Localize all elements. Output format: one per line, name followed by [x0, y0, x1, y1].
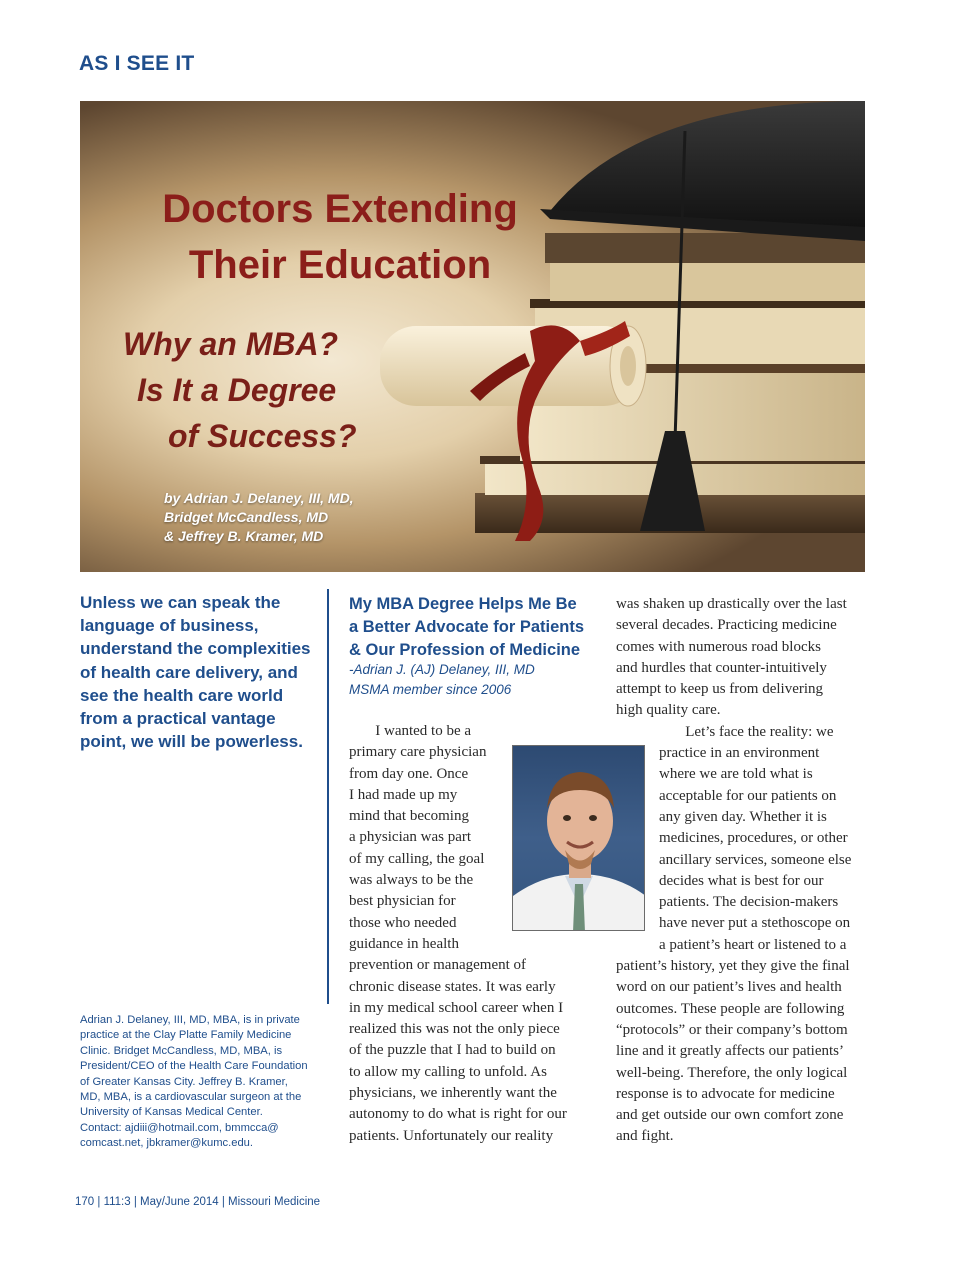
article-heading-line: My MBA Degree Helps Me Be [349, 595, 577, 613]
body-line: have never put a stethoscope on [659, 915, 851, 932]
body-line: a patient’s heart or listened to a [659, 936, 847, 953]
right-column-text [616, 594, 851, 1148]
article-byline-line: -Adrian J. (AJ) Delaney, III, MD [349, 662, 535, 677]
body-line: Let’s face the reality: we [659, 723, 834, 740]
body-line: several decades. Practicing medicine [616, 617, 837, 634]
body-line: and fight. [616, 1128, 674, 1145]
pull-quote-line: point, we will be powerless. [80, 732, 303, 752]
body-line: high quality care. [616, 702, 721, 719]
pull-quote-line: Unless we can speak the [80, 593, 281, 612]
body-line: physicians, we inherently want the [349, 1085, 557, 1102]
hero-title-line: Doctors Extending [162, 187, 518, 231]
body-line: patients. Unfortunately our reality [349, 1127, 554, 1144]
body-line: was shaken up drastically over the last [616, 596, 847, 612]
hero-banner [80, 101, 865, 572]
hero-subtitle-line: Why an MBA? [123, 326, 339, 362]
bio-line: University of Kansas Medical Center. [80, 1106, 263, 1119]
body-line: of the puzzle that I had to build on [349, 1042, 556, 1059]
body-line: acceptable for our patients on [659, 787, 837, 804]
body-line: and get outside our own comfort zone [616, 1107, 844, 1124]
body-line: a physician was part [349, 829, 472, 846]
body-line: practice in an environment [659, 745, 820, 762]
article-heading-line: a Better Advocate for Patients [349, 618, 585, 636]
body-line: where we are told what is [659, 766, 813, 783]
body-line: primary care physician [349, 744, 487, 761]
bio-line: of Greater Kansas City. Jeffrey B. Kramer, [80, 1075, 288, 1088]
hero-subtitle-line: of Success? [168, 418, 357, 454]
pull-quote-line: from a practical vantage [80, 709, 276, 729]
article-heading-line: & Our Profession of Medicine [349, 641, 581, 659]
body-line: well-being. Therefore, the only logical [616, 1064, 848, 1081]
hero-author-line: Bridget McCandless, MD [164, 509, 329, 525]
pull-quote-line: language of business, [80, 616, 259, 636]
body-line: comes with numerous road blocks [616, 638, 821, 655]
body-line: was always to be the [349, 872, 474, 889]
body-line: outcomes. These people are following [616, 1000, 845, 1017]
article-byline-line: MSMA member since 2006 [349, 681, 512, 697]
body-line: word on our patient’s lives and health [616, 979, 842, 996]
body-line: response is to advocate for medicine [616, 1085, 835, 1102]
bio-line: comcast.net, jbkramer@kumc.edu. [80, 1137, 254, 1150]
body-line: attempt to keep us from delivering [616, 681, 824, 698]
body-line: medicines, procedures, or other [659, 830, 848, 847]
article-byline [349, 660, 609, 699]
body-line: guidance in health [349, 935, 459, 952]
pull-quote-line: of health care delivery, and [80, 662, 298, 682]
body-line: mind that becoming [349, 808, 469, 825]
body-line: prevention or management of [349, 957, 527, 974]
body-line: realized this was not the only piece [349, 1021, 560, 1038]
pull-quote [80, 591, 325, 753]
body-line: I had made up my [349, 786, 458, 803]
body-line: patients. The decision-makers [659, 894, 839, 911]
body-line: decides what is best for our [659, 872, 824, 889]
body-line: from day one. Once [349, 765, 469, 782]
pull-quote-line: see the health care world [80, 685, 284, 705]
body-line: line and it greatly affects our patients’ [616, 1043, 844, 1060]
body-line: “protocols” or their company’s bottom [616, 1021, 848, 1038]
author-bio [80, 1013, 325, 1152]
hero-author-line: & Jeffrey B. Kramer, MD [164, 528, 324, 544]
article-heading [349, 593, 609, 662]
body-line: best physician for [349, 893, 456, 910]
bio-line: MD, MBA, is a cardiovascular surgeon at the [80, 1091, 302, 1104]
body-line: autonomy to do what is right for our [349, 1106, 567, 1123]
body-line: ancillary services, someone else [659, 851, 852, 868]
bio-line: practice at the Clay Platte Family Medicine [80, 1029, 292, 1042]
body-line: I wanted to be a [349, 723, 472, 739]
body-line: chronic disease states. It was early [349, 978, 556, 995]
hero-author-line: by Adrian J. Delaney, III, MD, [164, 490, 354, 506]
body-line: in my medical school career when I [349, 999, 564, 1016]
hero-subtitle-line: Is It a Degree [137, 372, 337, 408]
page-footer: 170 | 111:3 | May/June 2014 | Missouri Medicine [75, 1196, 321, 1208]
body-line: to allow my calling to unfold. As [349, 1063, 547, 1080]
body-line: those who needed [349, 914, 457, 931]
section-label: AS I SEE IT [79, 52, 195, 75]
hero-title-line: Their Education [188, 243, 492, 287]
bio-line: President/CEO of the Health Care Foundation [80, 1060, 308, 1073]
body-line: any given day. Whether it is [659, 808, 827, 825]
bio-line: Clinic. Bridget McCandless, MD, MBA, is [80, 1044, 283, 1057]
body-line: patient’s history, yet they give the final [616, 958, 850, 975]
bio-line: Contact: ajdiii@hotmail.com, bmmcca@ [80, 1121, 279, 1134]
body-line: and hurdles that counter-intuitively [616, 659, 827, 676]
column-divider [327, 589, 329, 1004]
bio-line: Adrian J. Delaney, III, MD, MBA, is in private [80, 1014, 300, 1026]
pull-quote-line: understand the complexities [80, 639, 311, 659]
body-line: of my calling, the goal [349, 850, 485, 867]
